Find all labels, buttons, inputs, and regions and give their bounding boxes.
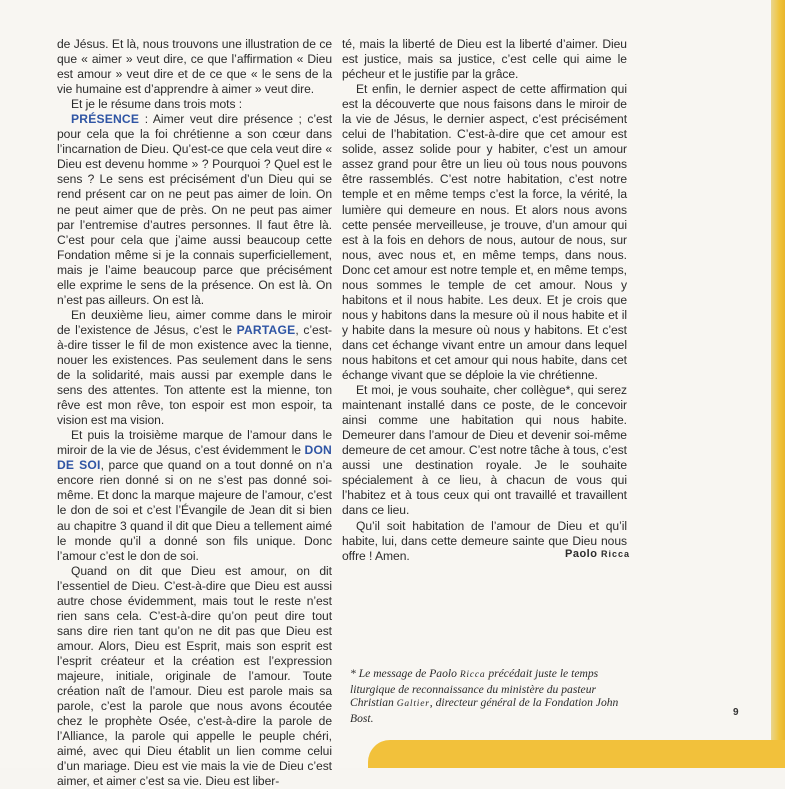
paragraph-text: Et puis la troisième marque de l’amour dans le miroir de la vie de Jésus, c’est évidemment le (57, 428, 332, 458)
paragraph: té, mais la liberté de Dieu est la liberté d’aimer. Dieu est justice, mais sa justice, c’est celle qui aime le pécheur et le justifie par la grâce. (342, 37, 627, 82)
keyword-don-de-soi: DON DE SOI (57, 443, 332, 473)
footnote-text: , directeur général de la Fondation John Bost. (350, 696, 619, 726)
footnote-name: Ricca (459, 670, 486, 680)
paragraph: de Jésus. Et là, nous trouvons une illustration de ce que « aimer » veut dire, ce que l’affirmation « Dieu est amour » veut dire et de ce que « le sens de la vie humaine est d’apprendre à aimer » veut dire. (57, 37, 332, 97)
keyword-presence: PRÉSENCE (71, 112, 140, 127)
paragraph: Quand on dit que Dieu est amour, on dit l’essentiel de Dieu. C’est-à-dire que Dieu est aussi autre chose évidemment, mais tout le reste n’est rien sans cela. C’est-à-dire qu’on peut dire tout sans dire rien tant qu’on ne dit pas que Dieu est amour. Alors, Dieu est Esprit, mais son esprit est l’esprit créateur et la création est l’expression majeure, initiale, originale de l’amour. Toute création naît de l’amour. Dieu est parole mais sa parole, c’est la parole que nous avons écoutée chez le prophète Osée, c’est-à-dire la parole de l’Alliance, la parole qui appelle le peuple chéri, aimé, avec qui Dieu établit un lien comme celui d’un mariage. Dieu est vie mais la vie de Dieu c’est aimer, et aimer c’est sa vie. Dieu est liber- (57, 563, 332, 789)
author-first-name: Paolo (565, 548, 602, 560)
paragraph-text: , parce que quand on a tout donné on n’a encore rien donné si on ne s’est pas donné soi-même. Et donc la marque majeure de l’amour, c’est le don de soi et c’est l’Évangile de Jean dit si bien au chapitre 3 quand il dit que Dieu a tellement aimé le monde qu’il a donné son fils unique. Donc l’amour c’est le don de soi. (57, 458, 332, 563)
paragraph-text: , c’est-à-dire tisser le fil de mon existence avec la tienne, nouer les existences. Pas seulement dans le sens de la solidarité, mais aussi par exemple dans le sens des attentes. Ton attente est la mienne, ton rêve est mon rêve, ton espoir est mon espoir, ta vision est ma vision. (57, 322, 332, 428)
author-signature (565, 548, 685, 560)
left-column (57, 37, 332, 789)
footnote-text: précédait juste le temps liturgique de reconnaissance du ministère du pasteur Christian (350, 667, 599, 710)
author-last-name: Ricca (601, 549, 631, 559)
paragraph: Et moi, je vous souhaite, cher collègue*, qui serez maintenant installé dans ce poste, de le concevoir ainsi comme une habitation qui nous habite. Demeurer dans l’amour de Dieu et devenir soi-même demeure de cet amour. C’est notre tâche à tous, c’est aussi une destination royale. Je le souhaite spécialement à ce lieu, à chacun de vous qui l’habitez et à tous ceux qui ont travaillé et travaillent dans ce lieu. (342, 383, 627, 518)
right-column (342, 37, 627, 564)
paragraph-text: En deuxième lieu, aimer comme dans le miroir de l’existence de Jésus, c’est le (57, 307, 332, 337)
paragraph-don-de-soi (57, 428, 332, 563)
paragraph: Et je le résume dans trois mots : (71, 97, 243, 112)
paragraph-text: : Aimer veut dire présence ; c’est pour cela que la foi chrétienne a son cœur dans l’incarnation de Dieu. Qu’est-ce que cela veut dire « Dieu est devenu homme » ? Pourquoi ? Quel est le sens ? Le sens est précisément d’un Dieu qui se rend présent car on ne peut pas aimer de loin. On ne peut aimer que de près. On ne peut pas aimer par l’entremise d’autres personnes. Il faut être là. C’est pour cela que j’aime aussi beaucoup cette Fondation même si je la connais superficiellement, mais je l’aime beaucoup parce que précisément elle exprime le sens de la présence. On est là. On n’est pas ailleurs. On est là. (57, 112, 332, 307)
paragraph-partage (57, 308, 332, 428)
paragraph: Qu’il soit habitation de l’amour de Dieu et qu’il habite, lui, dans cette demeure sainte que Dieu nous offre ! Amen. (342, 518, 627, 563)
footnote-text: * Le message de Paolo (350, 667, 460, 680)
yellow-edge (771, 0, 785, 768)
footnote-name: Galtier (396, 699, 430, 710)
yellow-bottom-band (368, 740, 785, 768)
paragraph-presence (57, 112, 332, 308)
footnote (350, 667, 640, 726)
keyword-partage: PARTAGE (236, 322, 296, 337)
paragraph: Et enfin, le dernier aspect de cette affirmation qui est la découverte que nous faisons dans le miroir de la vie de Jésus, le dernier aspect, c’est précisément celui de l’habitation. C’est-à-dire que cet amour est solide, assez solide pour y habiter, c’est un amour assez grand pour être un lieu où tous nous pouvons être rassemblés. C’est notre habitation, c’est notre temple et en même temps c’est la force, la vérité, la lumière qui demeure en nous. Et alors nous avons cette pensée merveilleuse, je trouve, d’un amour qui est à la fois en dehors de nous, autour de nous, sur nous, avec nous et, en même temps, dans nous. Donc cet amour est notre temple et, en même temps, nous sommes le temple de cet amour. Nous y habitons et il nous habite. Les deux. Et je crois que nous y habitons dans la mesure où il nous habite et il y habite dans la mesure où nous y habitons. Et c’est dans cet échange vivant entre un amour dans lequel nous habitons et cet amour qui nous habite, dans cet échange vivant que se déploie la vie chrétienne. (342, 82, 627, 383)
page-number: 9 (733, 707, 739, 718)
